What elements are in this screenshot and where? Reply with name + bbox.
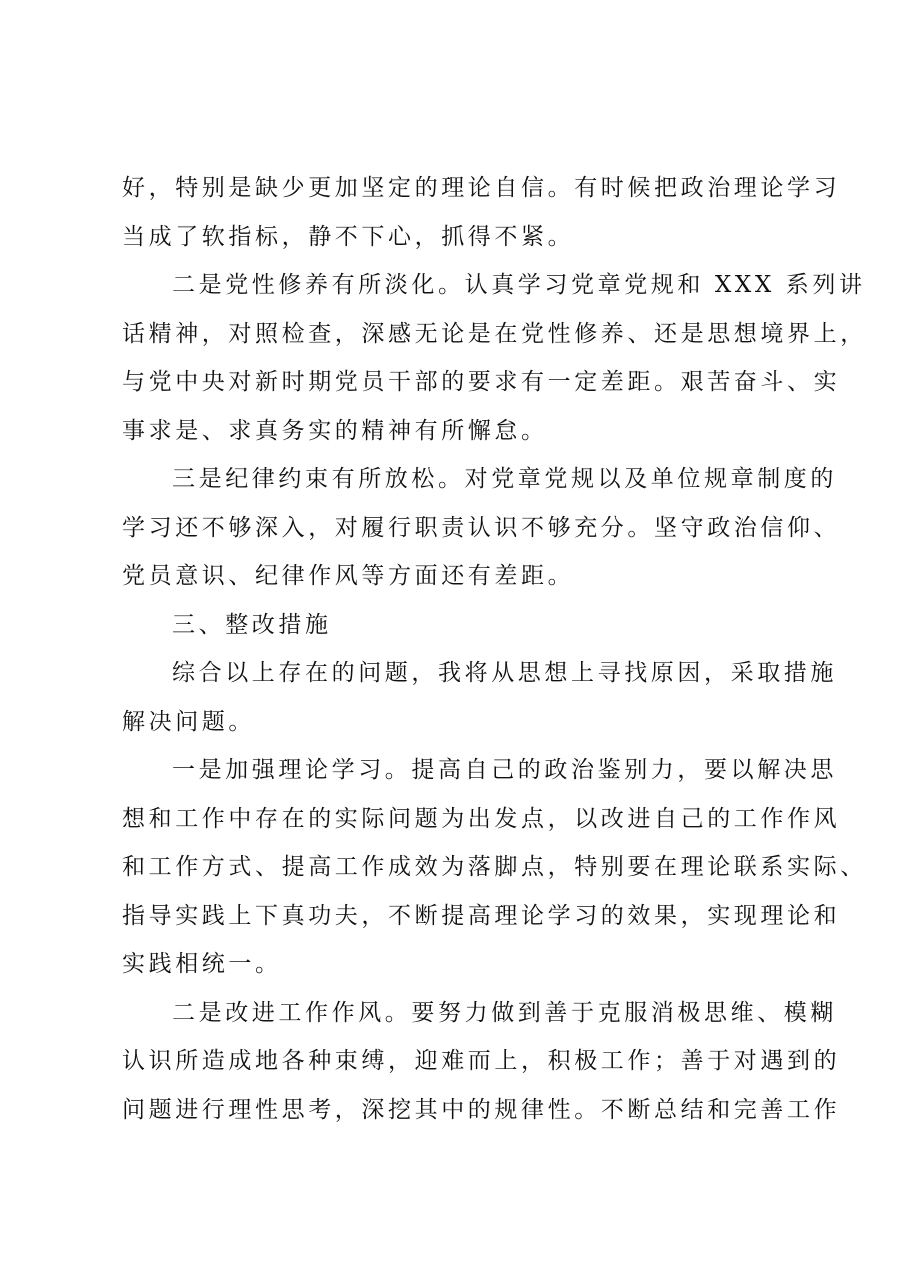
section-heading: 三、整改措施 [172,611,332,638]
text-line-19: 认识所造成地各种束缚，迎难而上，积极工作；善于对遇到的 [122,1048,841,1074]
text-line-8: 学习还不够深入，对履行职责认识不够充分。坚守政治信仰、 [122,514,841,541]
text-line-18: 二是改进工作作风。要努力做到善于克服消极思维、模糊 [172,999,837,1026]
text-line-4: 话精神，对照检查，深感无论是在党性修养、还是思想境界上， [122,320,867,347]
text-line-9: 党员意识、纪律作风等方面还有差距。 [122,563,575,589]
text-line-15: 和工作方式、提高工作成效为落脚点，特别要在理论联系实际、 [122,854,867,880]
text-line-16: 指导实践上下真功夫，不断提高理论学习的效果，实现理论和 [122,902,841,929]
text-line-13: 一是加强理论学习。提高自己的政治鉴别力，要以解决思 [172,757,837,783]
text-line-6: 事求是、求真务实的精神有所懈怠。 [122,417,548,444]
document-body [122,164,867,1134]
text-line-2: 当成了软指标，静不下心，抓得不紧。 [122,223,575,250]
text-line-5: 与党中央对新时期党员干部的要求有一定差距。艰苦奋斗、实 [122,369,841,395]
text-line-14: 想和工作中存在的实际问题为出发点，以改进自己的工作作风 [122,805,841,832]
text-line-17: 实践相统一。 [122,951,282,977]
text-line-1: 好，特别是缺少更加坚定的理论自信。有时候把政治理论学习 [122,175,841,201]
text-line-11: 综合以上存在的问题，我将从思想上寻找原因，采取措施 [172,660,837,686]
text-line-7: 三是纪律约束有所放松。对党章党规以及单位规章制度的 [172,466,837,492]
text-line-20: 问题进行理性思考，深挖其中的规律性。不断总结和完善工作 [122,1096,841,1123]
text-line-3: 二是党性修养有所淡化。认真学习党章党规和 XXX 系列讲 [172,272,866,298]
text-line-12: 解决问题。 [122,708,255,735]
